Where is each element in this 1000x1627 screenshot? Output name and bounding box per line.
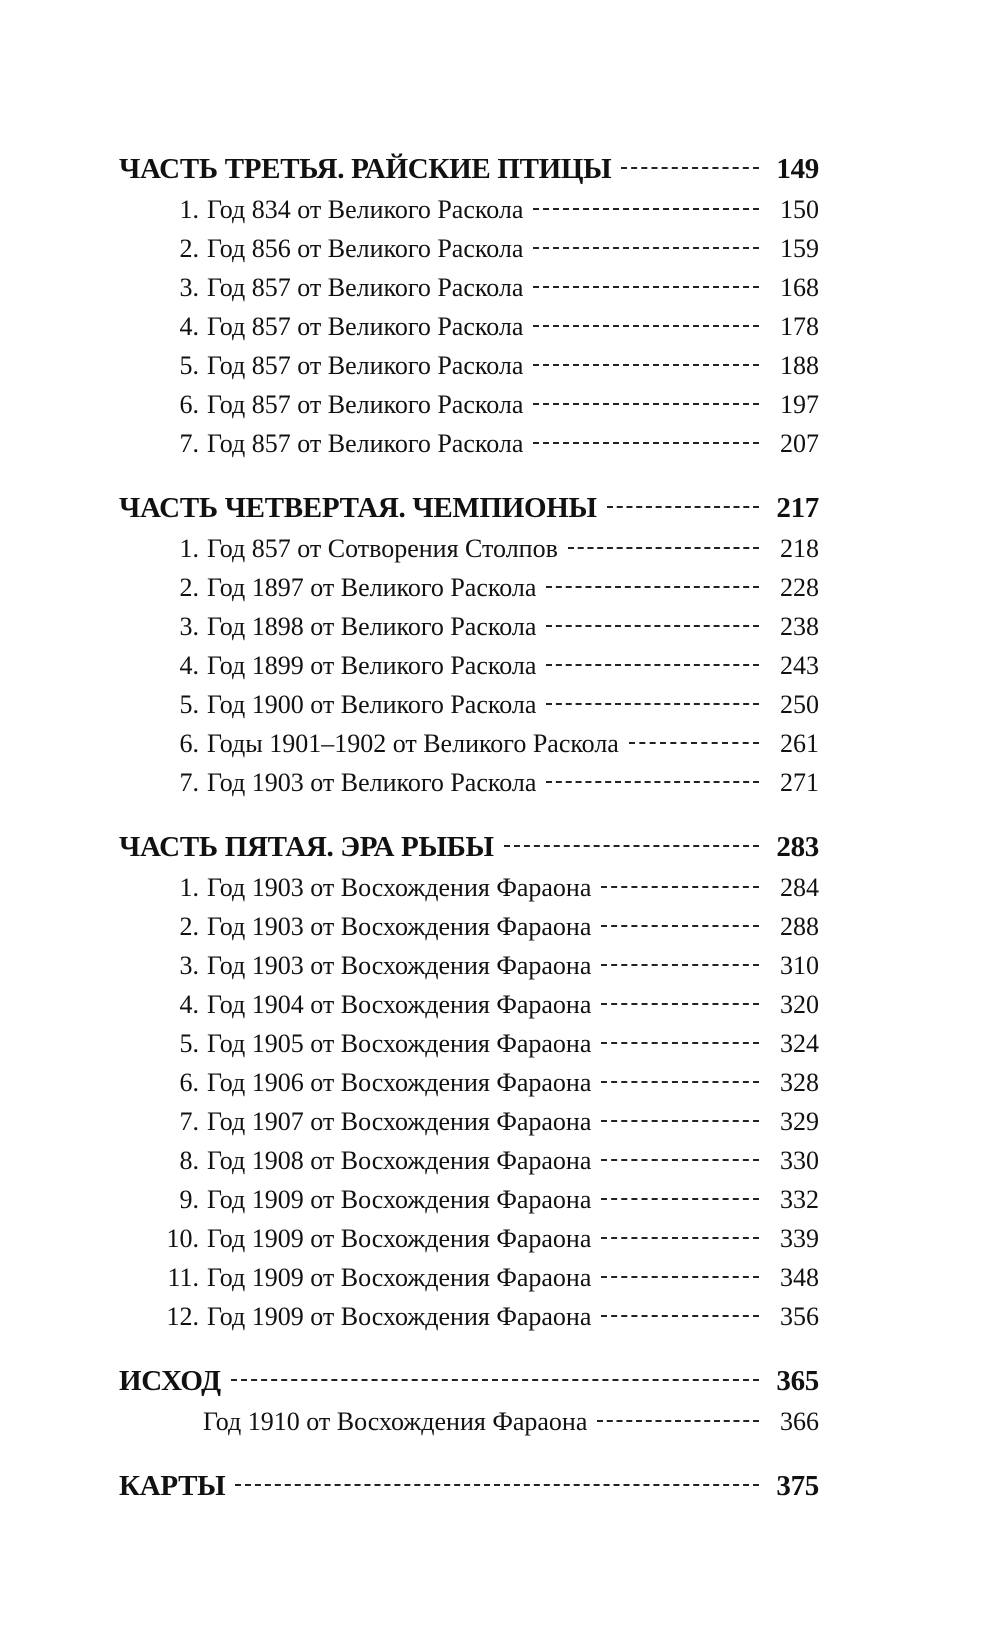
dot-leader <box>533 442 759 444</box>
dot-leader <box>533 247 759 249</box>
page-number: 320 <box>780 990 819 1019</box>
dot-leader <box>601 1120 759 1122</box>
chapter-number: 5. <box>179 690 199 719</box>
chapter-title: Год 1903 от Восхождения Фараона <box>207 912 592 941</box>
page-number: 217 <box>776 492 819 524</box>
dot-leader <box>533 208 759 210</box>
page-number: 197 <box>780 390 819 419</box>
page-number: 375 <box>776 1470 819 1502</box>
chapter-title: Год 1907 от Восхождения Фараона <box>207 1107 592 1136</box>
table-of-contents <box>119 148 819 1531</box>
chapter-number: 12. <box>166 1302 199 1331</box>
chapter-title: Год 1898 от Великого Раскола <box>207 612 537 641</box>
page-number: 218 <box>780 534 819 563</box>
page-number: 283 <box>776 831 819 863</box>
dot-leader <box>533 364 759 366</box>
chapter-title: Год 1909 от Восхождения Фараона <box>207 1185 592 1214</box>
toc-chapter-entry[interactable] <box>119 868 819 907</box>
page-number: 366 <box>780 1407 819 1436</box>
toc-chapter-entry[interactable] <box>119 646 819 685</box>
page-number: 150 <box>780 195 819 224</box>
dot-leader <box>546 586 759 588</box>
toc-chapter-entry[interactable] <box>119 1402 819 1441</box>
toc-chapter-entry[interactable] <box>119 985 819 1024</box>
dot-leader <box>546 664 759 666</box>
page-number: 288 <box>780 912 819 941</box>
chapter-title: Год 1897 от Великого Раскола <box>207 573 537 602</box>
chapter-title: Год 1910 от Восхождения Фараона <box>203 1407 588 1436</box>
chapter-number: 10. <box>166 1224 199 1253</box>
chapter-number: 4. <box>179 990 199 1019</box>
page-number: 356 <box>780 1302 819 1331</box>
dot-leader <box>533 286 759 288</box>
toc-chapter-entry[interactable] <box>119 307 819 346</box>
chapter-number: 4. <box>179 312 199 341</box>
chapter-title: Год 1908 от Восхождения Фараона <box>207 1146 592 1175</box>
chapter-number: 1. <box>179 873 199 902</box>
dot-leader <box>601 1276 759 1278</box>
page-number: 178 <box>780 312 819 341</box>
chapter-number: 3. <box>179 951 199 980</box>
toc-chapter-entry[interactable] <box>119 229 819 268</box>
toc-chapter-entry[interactable] <box>119 763 819 802</box>
dot-leader <box>533 403 759 405</box>
toc-part-entry[interactable] <box>119 1360 819 1402</box>
toc-chapter-entry[interactable] <box>119 607 819 646</box>
toc-chapter-entry[interactable] <box>119 385 819 424</box>
chapter-number: 7. <box>179 768 199 797</box>
chapter-number: 11. <box>167 1263 199 1292</box>
chapter-title: Год 857 от Сотворения Столпов <box>207 534 558 563</box>
chapter-number: 2. <box>179 573 199 602</box>
chapter-number: 3. <box>179 612 199 641</box>
chapter-title: Год 1900 от Великого Раскола <box>207 690 537 719</box>
part-title: ЧАСТЬ ЧЕТВЕРТАЯ. ЧЕМПИОНЫ <box>119 492 597 524</box>
toc-chapter-entry[interactable] <box>119 1063 819 1102</box>
toc-section <box>119 487 819 802</box>
toc-chapter-entry[interactable] <box>119 1141 819 1180</box>
page-number: 271 <box>780 768 819 797</box>
toc-chapter-entry[interactable] <box>119 424 819 463</box>
chapter-number: 6. <box>179 390 199 419</box>
chapter-number: 5. <box>179 1029 199 1058</box>
chapter-title: Год 857 от Великого Раскола <box>207 390 524 419</box>
toc-chapter-entry[interactable] <box>119 268 819 307</box>
chapter-title: Год 834 от Великого Раскола <box>207 195 524 224</box>
chapter-title: Год 857 от Великого Раскола <box>207 429 524 458</box>
toc-chapter-entry[interactable] <box>119 1102 819 1141</box>
page-number: 324 <box>780 1029 819 1058</box>
toc-chapter-entry[interactable] <box>119 724 819 763</box>
page-number: 329 <box>780 1107 819 1136</box>
toc-chapter-entry[interactable] <box>119 946 819 985</box>
toc-chapter-entry[interactable] <box>119 346 819 385</box>
page-number: 188 <box>780 351 819 380</box>
dot-leader <box>546 781 759 783</box>
dot-leader <box>533 325 759 327</box>
toc-chapter-entry[interactable] <box>119 1219 819 1258</box>
chapter-number: 2. <box>179 234 199 263</box>
chapter-number: 6. <box>179 729 199 758</box>
chapter-number: 3. <box>179 273 199 302</box>
page-number: 243 <box>780 651 819 680</box>
part-title: ЧАСТЬ ТРЕТЬЯ. РАЙСКИЕ ПТИЦЫ <box>119 153 612 185</box>
chapter-number: 1. <box>179 534 199 563</box>
dot-leader <box>597 1420 759 1422</box>
toc-chapter-entry[interactable] <box>119 907 819 946</box>
toc-chapter-entry[interactable] <box>119 529 819 568</box>
chapter-number: 5. <box>179 351 199 380</box>
page-number: 228 <box>780 573 819 602</box>
page-number: 261 <box>780 729 819 758</box>
toc-section <box>119 826 819 1336</box>
chapter-number: 7. <box>179 1107 199 1136</box>
dot-leader <box>629 742 759 744</box>
chapter-number: 2. <box>179 912 199 941</box>
toc-part-entry[interactable] <box>119 1465 819 1507</box>
chapter-title: Год 1906 от Восхождения Фараона <box>207 1068 592 1097</box>
toc-section <box>119 1360 819 1441</box>
page-number: 328 <box>780 1068 819 1097</box>
dot-leader <box>231 1379 759 1381</box>
part-title: ИСХОД <box>119 1365 221 1397</box>
chapter-title: Год 1904 от Восхождения Фараона <box>207 990 592 1019</box>
toc-chapter-entry[interactable] <box>119 190 819 229</box>
chapter-number: 4. <box>179 651 199 680</box>
dot-leader <box>601 1315 759 1317</box>
dot-leader <box>235 1484 759 1486</box>
page-number: 365 <box>776 1365 819 1397</box>
toc-part-entry[interactable] <box>119 487 819 529</box>
dot-leader <box>504 845 759 847</box>
chapter-title: Год 1899 от Великого Раскола <box>207 651 537 680</box>
page-number: 339 <box>780 1224 819 1253</box>
chapter-title: Год 1903 от Великого Раскола <box>207 768 537 797</box>
page-number: 238 <box>780 612 819 641</box>
chapter-number: 6. <box>179 1068 199 1097</box>
dot-leader <box>568 547 759 549</box>
dot-leader <box>601 1198 759 1200</box>
dot-leader <box>607 506 759 508</box>
page-number: 348 <box>780 1263 819 1292</box>
page-number: 310 <box>780 951 819 980</box>
toc-section <box>119 1465 819 1507</box>
dot-leader <box>601 886 759 888</box>
dot-leader <box>601 1081 759 1083</box>
toc-chapter-entry[interactable] <box>119 1180 819 1219</box>
dot-leader <box>601 1159 759 1161</box>
toc-part-entry[interactable] <box>119 148 819 190</box>
toc-section <box>119 148 819 463</box>
chapter-title: Год 857 от Великого Раскола <box>207 351 524 380</box>
page-number: 330 <box>780 1146 819 1175</box>
chapter-title: Год 1905 от Восхождения Фараона <box>207 1029 592 1058</box>
chapter-title: Год 857 от Великого Раскола <box>207 273 524 302</box>
chapter-title: Год 1909 от Восхождения Фараона <box>207 1224 592 1253</box>
chapter-number: 7. <box>179 429 199 458</box>
toc-chapter-entry[interactable] <box>119 685 819 724</box>
dot-leader <box>621 167 759 169</box>
part-title: КАРТЫ <box>119 1470 226 1502</box>
dot-leader <box>546 625 759 627</box>
chapter-number: 1. <box>179 195 199 224</box>
dot-leader <box>601 925 759 927</box>
chapter-title: Год 1909 от Восхождения Фараона <box>207 1263 592 1292</box>
page-number: 332 <box>780 1185 819 1214</box>
page-number: 207 <box>780 429 819 458</box>
chapter-number: 9. <box>179 1185 199 1214</box>
dot-leader <box>601 1003 759 1005</box>
chapter-number: 8. <box>179 1146 199 1175</box>
toc-chapter-entry[interactable] <box>119 1258 819 1297</box>
chapter-title: Годы 1901–1902 от Великого Раскола <box>207 729 619 758</box>
toc-part-entry[interactable] <box>119 826 819 868</box>
chapter-title: Год 1903 от Восхождения Фараона <box>207 951 592 980</box>
dot-leader <box>601 964 759 966</box>
page-number: 284 <box>780 873 819 902</box>
chapter-title: Год 1903 от Восхождения Фараона <box>207 873 592 902</box>
page-number: 250 <box>780 690 819 719</box>
toc-chapter-entry[interactable] <box>119 1024 819 1063</box>
chapter-title: Год 857 от Великого Раскола <box>207 312 524 341</box>
chapter-title: Год 856 от Великого Раскола <box>207 234 524 263</box>
dot-leader <box>601 1042 759 1044</box>
toc-chapter-entry[interactable] <box>119 568 819 607</box>
toc-chapter-entry[interactable] <box>119 1297 819 1336</box>
page-number: 149 <box>776 153 819 185</box>
chapter-title: Год 1909 от Восхождения Фараона <box>207 1302 592 1331</box>
dot-leader <box>546 703 759 705</box>
part-title: ЧАСТЬ ПЯТАЯ. ЭРА РЫБЫ <box>119 831 494 863</box>
page-number: 168 <box>780 273 819 302</box>
page-number: 159 <box>780 234 819 263</box>
dot-leader <box>601 1237 759 1239</box>
